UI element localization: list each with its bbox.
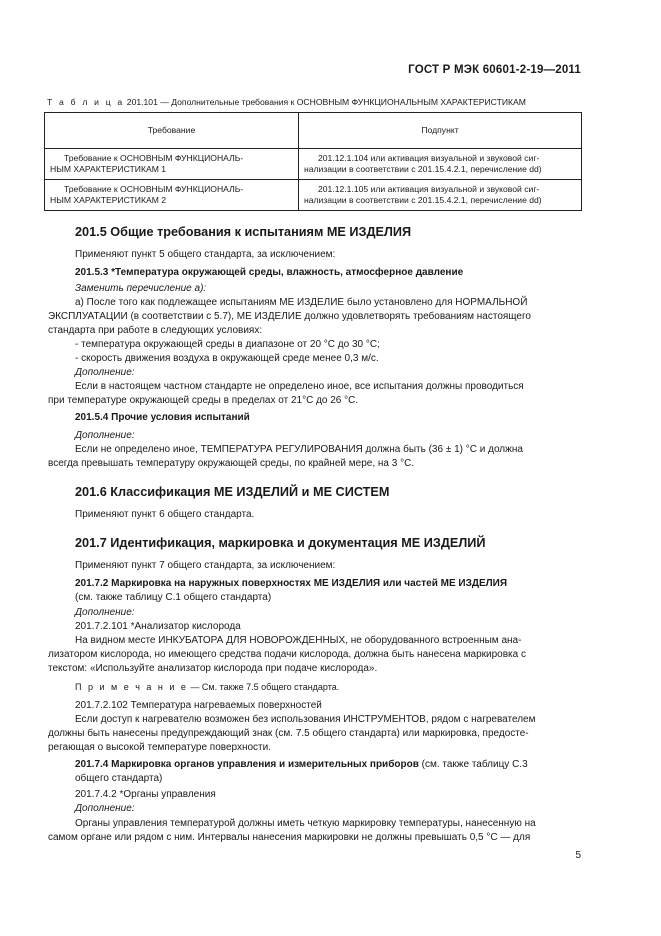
table-caption-text: 201.101 — Дополнительные требования к ОСНОВНЫМ ФУНКЦИОНАЛЬНЫМ ХАРАКТЕРИСТИКАМ	[126, 97, 526, 107]
table-caption-word: Т а б л и ц а	[47, 97, 125, 107]
item-heading: 201.7.2.102 Температура нагреваемых поверхностей	[75, 700, 322, 711]
paragraph-line: Органы управления температурой должны иметь четкую маркировку температуры, нанесенную на	[75, 818, 536, 829]
paragraph-line: общего стандарта)	[75, 773, 163, 784]
table-row	[45, 180, 582, 211]
table-row	[45, 149, 582, 180]
paragraph-line: (см. также таблицу С.1 общего стандарта)	[75, 592, 272, 603]
paragraph-line: должны быть нанесены предупреждающий знак (см. 7.5 общего стандарта) или маркировка, предосте-	[48, 728, 529, 739]
paragraph: Применяют пункт 6 общего стандарта.	[75, 509, 255, 520]
paragraph-line: текстом: «Используйте анализатор кислорода при подаче кислорода».	[48, 663, 378, 674]
addition-label: Дополнение:	[75, 367, 135, 378]
note-word: П р и м е ч а н и е	[75, 682, 188, 692]
note-text: — См. также 7.5 общего стандарта.	[190, 682, 340, 692]
table-header-row	[45, 113, 582, 149]
subsection-heading-201-5-4: 201.5.4 Прочие условия испытаний	[75, 412, 250, 423]
requirements-table	[44, 112, 582, 211]
replace-label: Заменить перечисление а):	[75, 283, 207, 294]
list-item: - температура окружающей среды в диапазоне от 20 °С до 30 °С;	[75, 339, 380, 350]
addition-label: Дополнение:	[75, 430, 135, 441]
section-heading-201-6: 201.6 Классификация МЕ ИЗДЕЛИЙ и МЕ СИСТЕМ	[75, 485, 390, 499]
paragraph-line: при температуре окружающей среды в пределах от 21°С до 26 °С.	[48, 395, 359, 406]
paragraph-line: Если не определено иное, ТЕМПЕРАТУРА РЕГУЛИРОВАНИЯ должна быть (36 ± 1) °С и должна	[75, 444, 523, 455]
standard-code: ГОСТ Р МЭК 60601-2-19—2011	[408, 64, 581, 76]
subsection-heading-201-5-3: 201.5.3 *Температура окружающей среды, влажность, атмосферное давление	[75, 267, 464, 278]
paragraph-line: стандарта при работе в следующих условиях:	[48, 325, 263, 336]
table-cell-subclause: 201.12.1.104 или активация визуальной и звуковой сиг- нализации в соответствии с 201.15.4.2.1, перечисление dd)	[299, 149, 582, 180]
paragraph-line: Если в настоящем частном стандарте не определено иное, все испытания должны проводиться	[75, 381, 524, 392]
list-item: - скорость движения воздуха в окружающей среде менее 0,3 м/с.	[75, 353, 379, 364]
paragraph-line: Если доступ к нагревателю возможен без использования ИНСТРУМЕНТОВ, рядом с нагревателем	[75, 714, 536, 725]
paragraph-line: лизатором кислорода, но имеющего средства подачи кислорода, должна быть нанесена маркировка с	[48, 649, 526, 660]
note	[75, 682, 339, 692]
table-cell-requirement: Требование к ОСНОВНЫМ ФУНКЦИОНАЛЬ- НЫМ ХАРАКТЕРИСТИКАМ 2	[45, 180, 299, 211]
paragraph-line: регающая о высокой температуре поверхности.	[48, 742, 272, 753]
paragraph-line: всегда превышать температуру окружающей среды, по крайней мере, на 3 °С.	[48, 458, 415, 469]
paragraph-line: ЭКСПЛУАТАЦИИ (в соответствии с 5.7), МЕ ИЗДЕЛИЕ должно удовлетворять требованиям настоящего	[48, 311, 531, 322]
table-header-subclause: Подпункт	[299, 113, 582, 149]
page-number: 5	[575, 850, 581, 861]
subsection-heading-201-7-4: 201.7.4 Маркировка органов управления и измерительных приборов (см. также таблицу С.3	[75, 759, 528, 770]
addition-label: Дополнение:	[75, 803, 135, 814]
table-caption	[47, 97, 526, 107]
subsection-heading-201-7-2: 201.7.2 Маркировка на наружных поверхностях МЕ ИЗДЕЛИЯ или частей МЕ ИЗДЕЛИЯ	[75, 578, 508, 589]
paragraph: Применяют пункт 5 общего стандарта, за исключением:	[75, 249, 336, 260]
addition-label: Дополнение:	[75, 607, 135, 618]
table-cell-subclause: 201.12.1.105 или активация визуальной и звуковой сиг- нализации в соответствии с 201.15.4.2.1, перечисление dd)	[299, 180, 582, 211]
paragraph: Применяют пункт 7 общего стандарта, за исключением:	[75, 560, 336, 571]
table-cell-requirement: Требование к ОСНОВНЫМ ФУНКЦИОНАЛЬ- НЫМ ХАРАКТЕРИСТИКАМ 1	[45, 149, 299, 180]
section-heading-201-5: 201.5 Общие требования к испытаниям МЕ ИЗДЕЛИЯ	[75, 225, 412, 239]
table-header-requirement: Требование	[45, 113, 299, 149]
section-heading-201-7: 201.7 Идентификация, маркировка и документация МЕ ИЗДЕЛИЙ	[75, 536, 486, 550]
item-heading: 201.7.4.2 *Органы управления	[75, 789, 216, 800]
paragraph-line: а) После того как подлежащее испытаниям МЕ ИЗДЕЛИЕ было установлено для НОРМАЛЬНОЙ	[75, 297, 528, 308]
paragraph-line: На видном месте ИНКУБАТОРА ДЛЯ НОВОРОЖДЕННЫХ, не оборудованного встроенным ана-	[75, 635, 522, 646]
item-heading: 201.7.2.101 *Анализатор кислорода	[75, 621, 241, 632]
paragraph-line: самом органе или рядом с ним. Интервалы нанесения маркировки не должны превышать 0,5 °С — для	[48, 832, 531, 843]
